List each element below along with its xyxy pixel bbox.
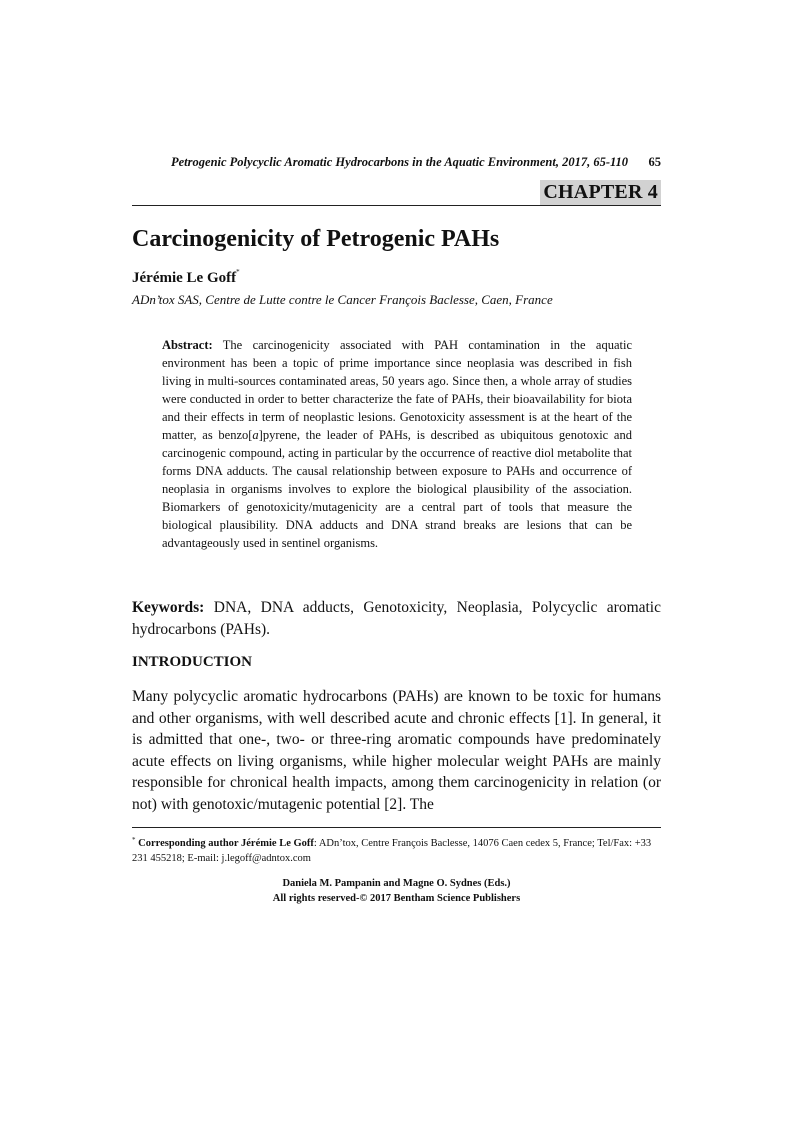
author-name: Jérémie Le Goff: [132, 270, 237, 286]
running-head: [171, 155, 661, 170]
keywords-text: DNA, DNA adducts, Genotoxicity, Neoplasia, Polycyclic aromatic hydrocarbons (PAHs).: [132, 599, 661, 638]
journal-title: Petrogenic Polycyclic Aromatic Hydrocarbons in the Aquatic Environment: [171, 155, 556, 169]
publisher-info: [132, 876, 661, 906]
abstract-label: Abstract:: [162, 338, 213, 352]
footnote-label: Corresponding author Jérémie Le Goff: [138, 838, 314, 849]
chapter-label: CHAPTER 4: [540, 180, 661, 206]
footnote: [132, 833, 661, 866]
editors-line: Daniela M. Pampanin and Magne O. Sydnes (Eds.): [282, 878, 511, 889]
chapter-title: Carcinogenicity of Petrogenic PAHs: [132, 226, 500, 252]
abstract-text-part1: The carcinogenicity associated with PAH contamination in the aquatic environment has been a topic of prime importance since neoplasia was described in fish living in multi-sources contaminated areas, 50 years ago. Since then, a whole array of studies were conducted in order to better characterize the fate of PAHs, their bioavailability for biota and their effects in term of neoplastic lesions. Genotoxicity assessment is at the heart of the matter, as benzo[: [162, 338, 632, 442]
author-line: [132, 268, 240, 287]
footnote-marker: *: [132, 836, 136, 844]
author-affiliation: ADn’tox SAS, Centre de Lutte contre le Cancer François Baclesse, Caen, France: [132, 292, 553, 307]
page-number: 65: [648, 155, 661, 169]
journal-year-pages: , 2017, 65-110: [555, 155, 629, 169]
introduction-heading: INTRODUCTION: [132, 654, 253, 670]
keywords: [132, 597, 661, 640]
footnote-rule: [132, 827, 661, 828]
introduction-paragraph: Many polycyclic aromatic hydrocarbons (PAHs) are known to be toxic for humans and other organisms, with well described acute and chronic effects [1]. In general, it is admitted that one-, two- or three-ring aromatic compounds have predominately acute effects on living organisms, while higher molecular weight PAHs are mainly responsible for chronical health impacts, among them carcinogenicity in relation (or not) with genotoxic/mutagenic potential [2]. The: [132, 688, 661, 813]
author-footnote-marker: *: [236, 268, 240, 276]
footnote-text: : ADn’tox, Centre François Baclesse, 14076 Caen cedex 5, France; Tel/Fax: +33 231 455218; E-mail: j.legoff@adntox.com: [132, 838, 652, 864]
rights-line: All rights reserved-© 2017 Bentham Science Publishers: [272, 893, 521, 904]
header-rule: [132, 205, 661, 206]
abstract-italic-a: a: [252, 428, 259, 442]
abstract-text-part2: ]pyrene, the leader of PAHs, is described as ubiquitous genotoxic and carcinogenic compound, acting in particular by the occurrence of reactive diol metabolite that forms DNA adducts. The causal relationship between exposure to PAHs and occurrence of neoplasia in organisms involves to explore the biological plausibility of the association. Biomarkers of genotoxicity/mutagenicity are a central part of tools that measure the biological plausibility. DNA adducts and DNA strand breaks are lesions that can be advantageously used in sentinel organisms.: [162, 428, 632, 550]
keywords-label: Keywords:: [132, 599, 205, 616]
abstract: [162, 336, 632, 552]
